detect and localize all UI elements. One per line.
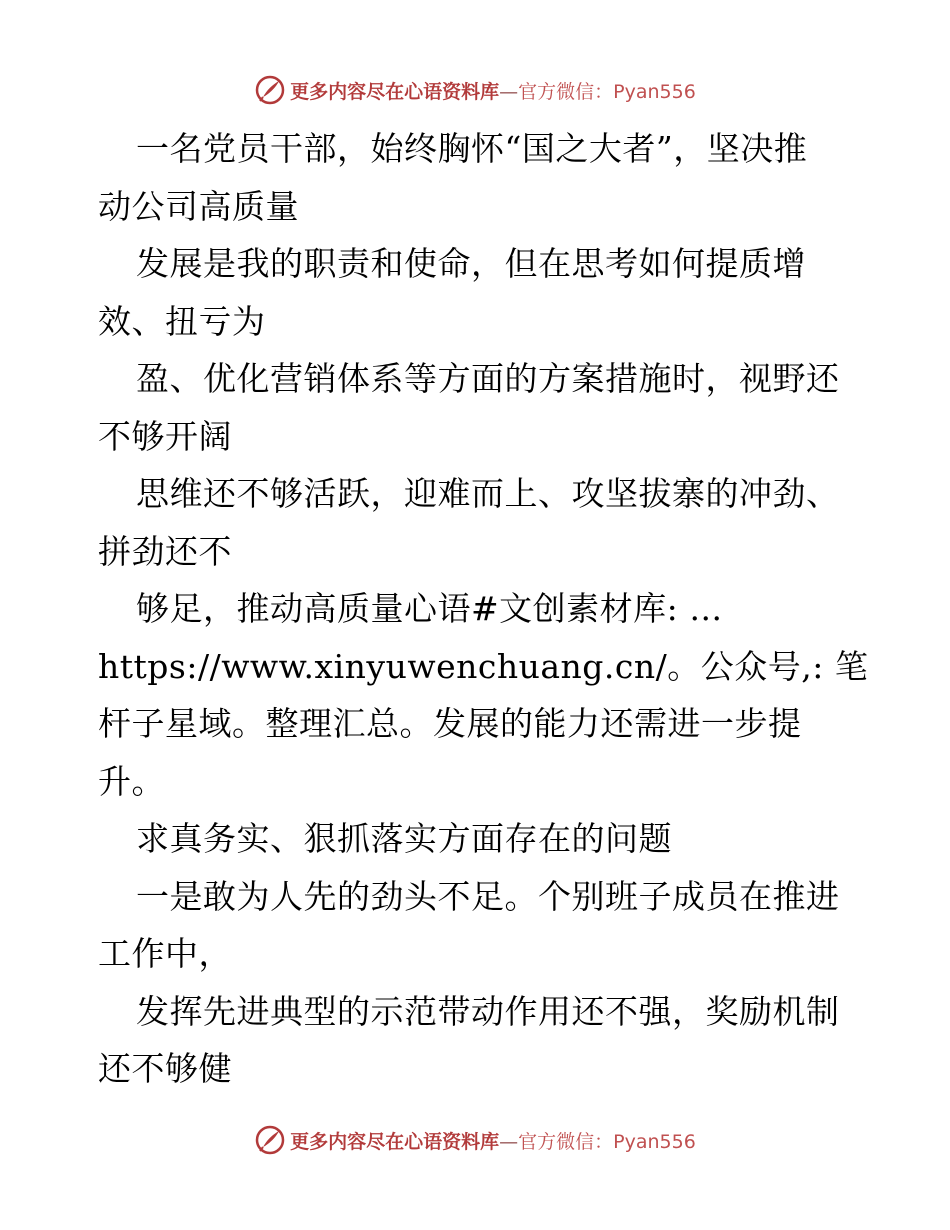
text-line: 盈、优化营销体系等方面的方案措施时，视野还 [136, 359, 840, 398]
text-line: 动公司高质量 [98, 186, 299, 226]
header-banner [0, 70, 950, 110]
text-line: 拼劲还不 [98, 531, 232, 571]
text-line: 发展是我的职责和使命，但在思考如何提质增 [136, 244, 806, 283]
text-line: 发挥先进典型的示范带动作用还不强，奖励机制 [136, 991, 840, 1031]
text-line: 杆子星域。整理汇总。发展的能力还需进一步提 [98, 704, 802, 743]
text-line: 思维还不够活跃，迎难而上、攻坚拔寨的冲劲、 [136, 474, 840, 513]
text-line: 不够开阔 [98, 416, 232, 456]
text-line: 够足，推动高质量心语#文创素材库: … [136, 589, 723, 628]
text-line: 工作中， [98, 934, 232, 973]
header-banner-dash: — [499, 80, 519, 103]
footer-banner-main: 更多内容尽在心语资料库 [290, 1130, 500, 1153]
quill-pen-icon [254, 74, 286, 106]
footer-banner [0, 1120, 950, 1160]
text-line: 升。 [98, 761, 165, 801]
header-banner-wechat: 官方微信：Pyan556 [518, 80, 696, 103]
header-banner-main: 更多内容尽在心语资料库 [290, 80, 500, 103]
footer-banner-wechat: 官方微信：Pyan556 [518, 1130, 696, 1153]
header-banner-text [290, 77, 696, 104]
footer-banner-dash: — [499, 1130, 519, 1153]
footer-banner-text [290, 1127, 696, 1154]
quill-pen-icon [254, 1124, 286, 1156]
text-line: 一是敢为人先的劲头不足。个别班子成员在推进 [136, 876, 840, 916]
text-line: 效、扭亏为 [98, 301, 266, 341]
document-body [98, 120, 869, 1098]
text-line: 求真务实、狠抓落实方面存在的问题 [136, 819, 672, 858]
text-line: 还不够健 [98, 1049, 232, 1088]
text-line: https://www.xinyuwenchuang.cn/。公众号,: 笔 [98, 646, 869, 686]
text-line: 一名党员干部，始终胸怀“国之大者”，坚决推 [136, 129, 808, 168]
